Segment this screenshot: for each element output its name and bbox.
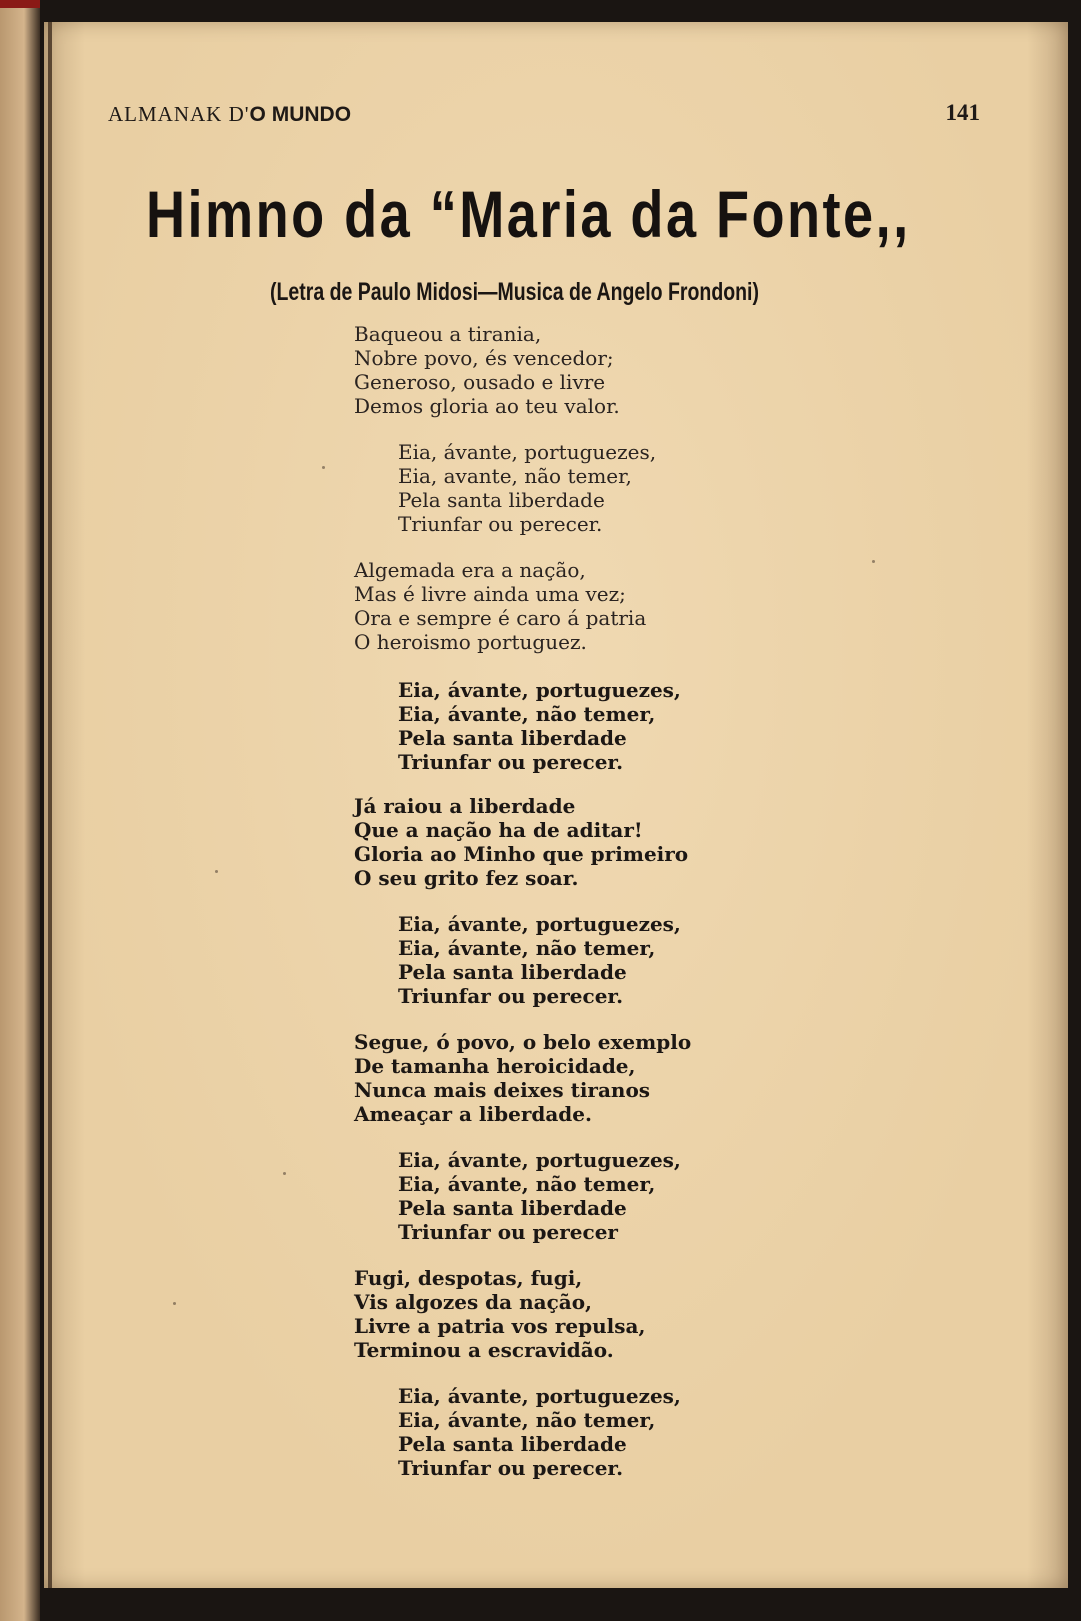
verse-line: Livre a patria vos repulsa,	[354, 1314, 646, 1338]
paper-speck	[283, 1172, 286, 1175]
verse-line: Fugi, despotas, fugi,	[354, 1266, 583, 1290]
paper-speck	[215, 870, 218, 873]
chorus-5	[398, 1384, 681, 1480]
paper-speck	[872, 560, 875, 563]
verse-line: Que a nação ha de aditar!	[354, 818, 643, 842]
verse-line: Demos gloria ao teu valor.	[354, 394, 620, 418]
hymn-credit: (Letra de Paulo Midosi—Musica de Angelo Frondoni)	[270, 278, 759, 306]
verse-line: De tamanha heroicidade,	[354, 1054, 636, 1078]
previous-page-edge	[0, 0, 40, 1621]
paper-speck	[173, 1302, 176, 1305]
chorus-line: Eia, ávante, não temer,	[398, 702, 656, 726]
stanza-5	[354, 1266, 645, 1362]
verse-line: Ameaçar a liberdade.	[354, 1102, 592, 1126]
chorus-line: Triunfar ou perecer.	[398, 1456, 624, 1480]
stanza-1	[354, 322, 620, 418]
binding-mark	[0, 0, 40, 8]
verse-line: Algemada era a nação,	[354, 558, 586, 582]
verse-line: O heroismo portuguez.	[354, 630, 587, 654]
chorus-line: Triunfar ou perecer	[398, 1220, 618, 1244]
paper-speck	[322, 466, 325, 469]
verse-line: Nunca mais deixes tiranos	[354, 1078, 651, 1102]
chorus-line: Triunfar ou perecer.	[398, 512, 603, 536]
chorus-2	[398, 678, 681, 774]
stanza-3	[354, 794, 688, 890]
page-number: 141	[945, 100, 980, 125]
verse-line: O seu grito fez soar.	[354, 866, 579, 890]
chorus-1	[398, 440, 656, 536]
chorus-line: Triunfar ou perecer.	[398, 984, 624, 1008]
verse-line: Generoso, ousado e livre	[354, 370, 606, 394]
chorus-line: Eia, ávante, não temer,	[398, 1172, 656, 1196]
stanza-4	[354, 1030, 691, 1126]
stanza-2	[354, 558, 646, 654]
verse-line: Já raiou a liberdade	[354, 794, 576, 818]
hymn-title: Himno da “Maria da Fonte,,	[146, 177, 911, 251]
verse-line: Baqueou a tirania,	[354, 322, 542, 346]
running-title-text: ALMANAK D'	[108, 102, 250, 126]
chorus-3	[398, 912, 681, 1008]
chorus-line: Eia, ávante, portuguezes,	[398, 1384, 681, 1408]
spine-line	[48, 22, 52, 1588]
chorus-line: Pela santa liberdade	[398, 726, 627, 750]
chorus-line: Eia, ávante, não temer,	[398, 936, 656, 960]
verse-line: Nobre povo, és vencedor;	[354, 346, 614, 370]
chorus-line: Pela santa liberdade	[398, 1196, 627, 1220]
verse-line: Ora e sempre é caro á patria	[354, 606, 647, 630]
page-header	[108, 96, 988, 132]
chorus-line: Triunfar ou perecer.	[398, 750, 624, 774]
chorus-line: Eia, ávante, não temer,	[398, 1408, 656, 1432]
chorus-line: Eia, ávante, portuguezes,	[398, 1148, 681, 1172]
verse-line: Vis algozes da nação,	[354, 1290, 593, 1314]
verse-line: Segue, ó povo, o belo exemplo	[354, 1030, 692, 1054]
chorus-4	[398, 1148, 681, 1244]
chorus-line: Eia, avante, não temer,	[398, 464, 632, 488]
verse-line: Gloria ao Minho que primeiro	[354, 842, 689, 866]
running-title	[108, 102, 351, 127]
chorus-line: Pela santa liberdade	[398, 960, 627, 984]
chorus-line: Pela santa liberdade	[398, 1432, 627, 1456]
verse-line: Mas é livre ainda uma vez;	[354, 582, 626, 606]
chorus-line: Eia, ávante, portuguezes,	[398, 678, 681, 702]
chorus-line: Eia, ávante, portuguezes,	[398, 912, 681, 936]
running-title-emphasis: O MUNDO	[249, 103, 352, 126]
chorus-line: Eia, ávante, portuguezes,	[398, 440, 657, 464]
verse-line: Terminou a escravidão.	[354, 1338, 614, 1362]
chorus-line: Pela santa liberdade	[398, 488, 605, 512]
